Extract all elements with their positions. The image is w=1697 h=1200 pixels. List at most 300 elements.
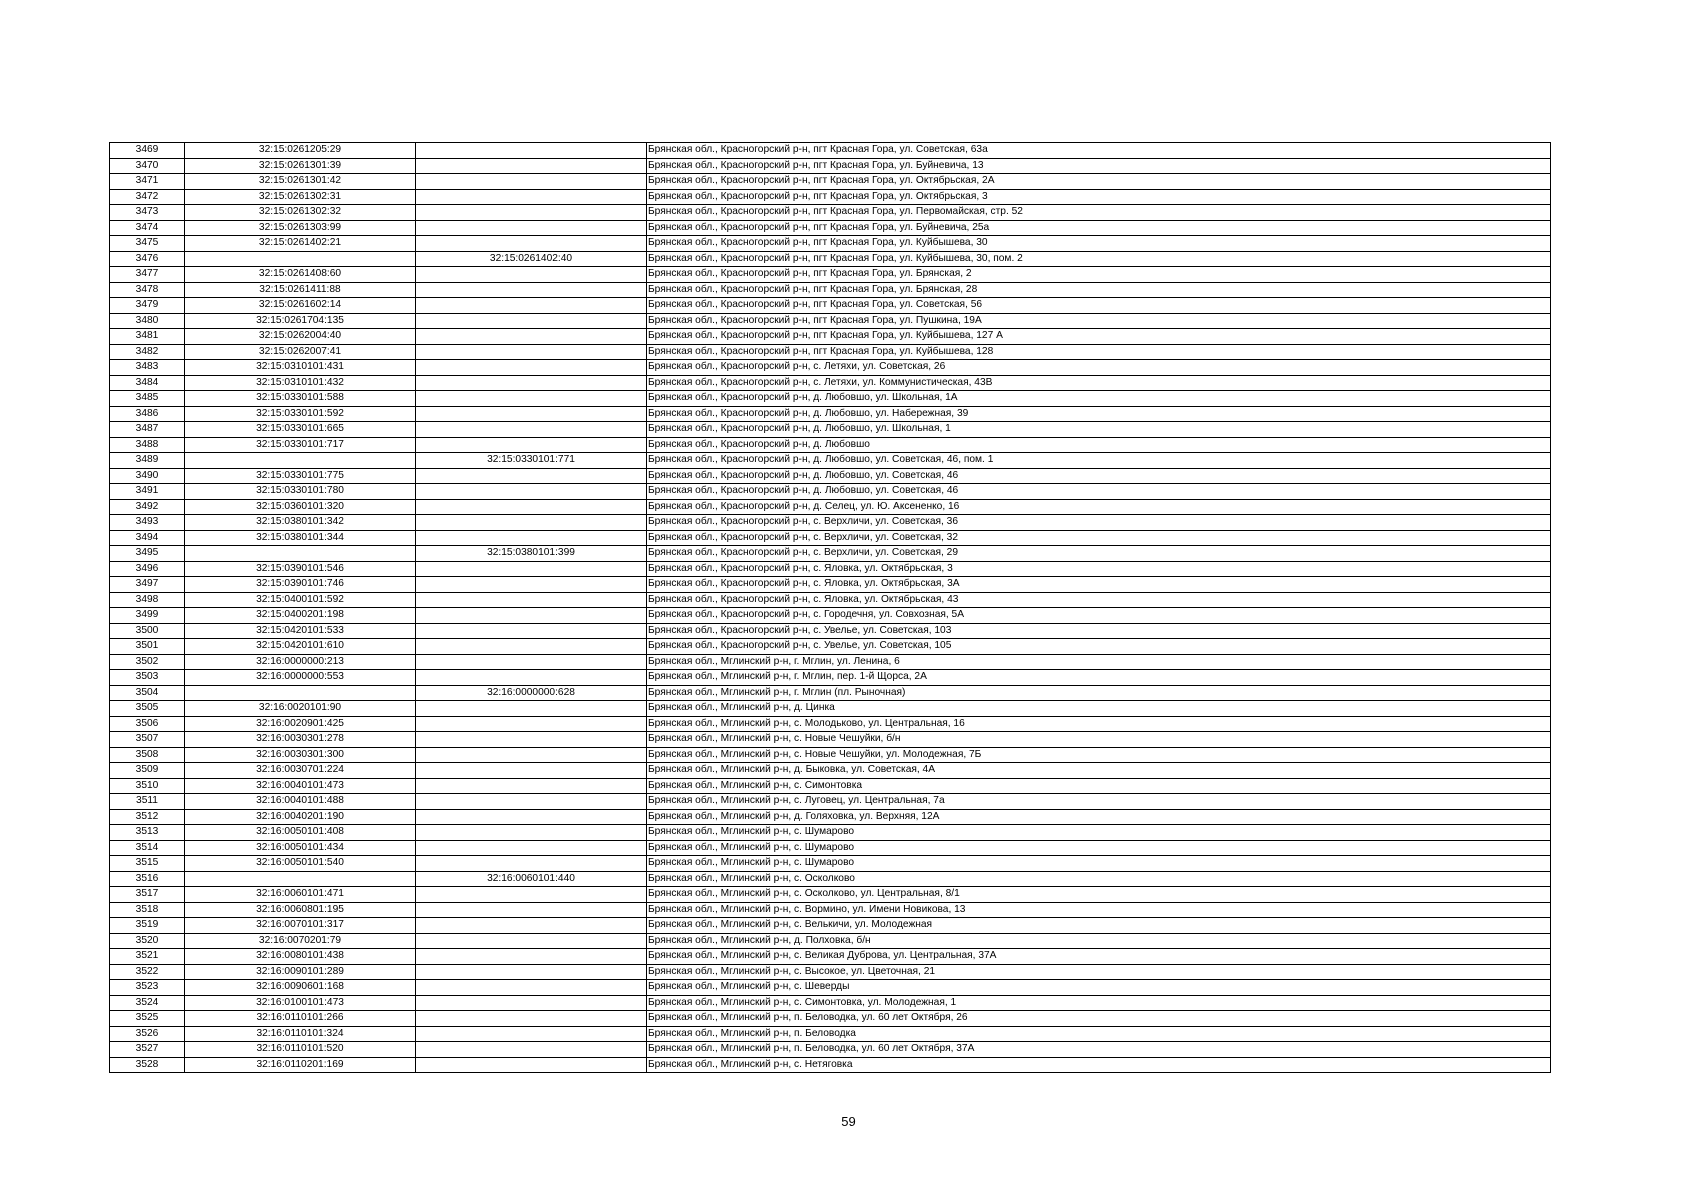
address-cell: Брянская обл., Красногорский р-н, пгт Красная Гора, ул. Советская, 63а — [647, 143, 1551, 159]
address-cell: Брянская обл., Красногорский р-н, с. Яловка, ул. Октябрьская, 3А — [647, 577, 1551, 593]
address-cell: Брянская обл., Красногорский р-н, пгт Красная Гора, ул. Октябрьская, 2А — [647, 174, 1551, 190]
table-row — [110, 747, 1551, 763]
address-cell: Брянская обл., Мглинский р-н, п. Беловодка — [647, 1026, 1551, 1042]
row-number-cell: 3478 — [110, 282, 185, 298]
table-row — [110, 267, 1551, 283]
address-cell: Брянская обл., Красногорский р-н, с. Яловка, ул. Октябрьская, 43 — [647, 592, 1551, 608]
premise-cadastral-number-cell — [416, 980, 647, 996]
row-number-cell: 3526 — [110, 1026, 185, 1042]
premise-cadastral-number-cell — [416, 763, 647, 779]
row-number-cell: 3471 — [110, 174, 185, 190]
cadastral-number-cell: 32:15:0330101:592 — [185, 406, 416, 422]
cadastral-number-cell: 32:15:0400101:592 — [185, 592, 416, 608]
cadastral-number-cell: 32:15:0330101:588 — [185, 391, 416, 407]
row-number-cell: 3493 — [110, 515, 185, 531]
table-row — [110, 437, 1551, 453]
table-row — [110, 778, 1551, 794]
cadastral-number-cell: 32:15:0261301:42 — [185, 174, 416, 190]
address-cell: Брянская обл., Красногорский р-н, пгт Красная Гора, ул. Куйбышева, 128 — [647, 344, 1551, 360]
row-number-cell: 3490 — [110, 468, 185, 484]
premise-cadastral-number-cell — [416, 887, 647, 903]
address-cell: Брянская обл., Мглинский р-н, п. Беловодка, ул. 60 лет Октября, 37А — [647, 1042, 1551, 1058]
cadastral-number-cell: 32:16:0070201:79 — [185, 933, 416, 949]
cadastral-number-cell: 32:15:0380101:342 — [185, 515, 416, 531]
table-row — [110, 391, 1551, 407]
address-cell: Брянская обл., Мглинский р-н, с. Высокое, ул. Цветочная, 21 — [647, 964, 1551, 980]
cadastral-number-cell: 32:15:0261302:31 — [185, 189, 416, 205]
cadastral-number-cell: 32:15:0261704:135 — [185, 313, 416, 329]
table-row — [110, 1057, 1551, 1073]
address-cell: Брянская обл., Мглинский р-н, г. Мглин, пер. 1-й Щорса, 2А — [647, 670, 1551, 686]
row-number-cell: 3495 — [110, 546, 185, 562]
row-number-cell: 3524 — [110, 995, 185, 1011]
cadastral-number-cell: 32:15:0330101:717 — [185, 437, 416, 453]
table-row — [110, 329, 1551, 345]
table-row — [110, 670, 1551, 686]
premise-cadastral-number-cell: 32:15:0330101:771 — [416, 453, 647, 469]
row-number-cell: 3507 — [110, 732, 185, 748]
premise-cadastral-number-cell — [416, 205, 647, 221]
premise-cadastral-number-cell — [416, 716, 647, 732]
address-cell: Брянская обл., Красногорский р-н, с. Городечня, ул. Совхозная, 5А — [647, 608, 1551, 624]
cadastral-number-cell: 32:16:0000000:213 — [185, 654, 416, 670]
cadastral-number-cell: 32:15:0262007:41 — [185, 344, 416, 360]
row-number-cell: 3481 — [110, 329, 185, 345]
table-row — [110, 1026, 1551, 1042]
address-cell: Брянская обл., Мглинский р-н, с. Новые Чешуйки, ул. Молодежная, 7Б — [647, 747, 1551, 763]
row-number-cell: 3517 — [110, 887, 185, 903]
cadastral-number-cell: 32:15:0261205:29 — [185, 143, 416, 159]
table-row — [110, 623, 1551, 639]
row-number-cell: 3519 — [110, 918, 185, 934]
table-row — [110, 251, 1551, 267]
premise-cadastral-number-cell — [416, 670, 647, 686]
premise-cadastral-number-cell — [416, 375, 647, 391]
premise-cadastral-number-cell: 32:15:0261402:40 — [416, 251, 647, 267]
row-number-cell: 3499 — [110, 608, 185, 624]
row-number-cell: 3506 — [110, 716, 185, 732]
row-number-cell: 3475 — [110, 236, 185, 252]
address-cell: Брянская обл., Мглинский р-н, д. Быковка, ул. Советская, 4А — [647, 763, 1551, 779]
address-cell: Брянская обл., Мглинский р-н, с. Шумарово — [647, 825, 1551, 841]
cadastral-number-cell: 32:16:0090601:168 — [185, 980, 416, 996]
row-number-cell: 3522 — [110, 964, 185, 980]
row-number-cell: 3498 — [110, 592, 185, 608]
row-number-cell: 3504 — [110, 685, 185, 701]
table-row — [110, 422, 1551, 438]
cadastral-number-cell: 32:15:0261602:14 — [185, 298, 416, 314]
row-number-cell: 3470 — [110, 158, 185, 174]
cadastral-number-cell: 32:16:0030301:300 — [185, 747, 416, 763]
premise-cadastral-number-cell — [416, 468, 647, 484]
cadastral-number-cell: 32:15:0390101:746 — [185, 577, 416, 593]
premise-cadastral-number-cell — [416, 949, 647, 965]
address-cell: Брянская обл., Красногорский р-н, пгт Красная Гора, ул. Советская, 56 — [647, 298, 1551, 314]
address-cell: Брянская обл., Мглинский р-н, с. Луговец, ул. Центральная, 7а — [647, 794, 1551, 810]
table-row — [110, 174, 1551, 190]
premise-cadastral-number-cell — [416, 189, 647, 205]
row-number-cell: 3491 — [110, 484, 185, 500]
cadastral-number-cell: 32:16:0030301:278 — [185, 732, 416, 748]
premise-cadastral-number-cell — [416, 608, 647, 624]
row-number-cell: 3480 — [110, 313, 185, 329]
premise-cadastral-number-cell — [416, 856, 647, 872]
cadastral-number-cell: 32:15:0261408:60 — [185, 267, 416, 283]
row-number-cell: 3501 — [110, 639, 185, 655]
address-cell: Брянская обл., Мглинский р-н, с. Молодьково, ул. Центральная, 16 — [647, 716, 1551, 732]
cadastral-number-cell: 32:16:0050101:434 — [185, 840, 416, 856]
cadastral-number-cell: 32:16:0080101:438 — [185, 949, 416, 965]
table-row — [110, 577, 1551, 593]
table-row — [110, 980, 1551, 996]
premise-cadastral-number-cell — [416, 794, 647, 810]
table-row — [110, 298, 1551, 314]
row-number-cell: 3469 — [110, 143, 185, 159]
table-row — [110, 282, 1551, 298]
row-number-cell: 3483 — [110, 360, 185, 376]
row-number-cell: 3476 — [110, 251, 185, 267]
premise-cadastral-number-cell — [416, 561, 647, 577]
row-number-cell: 3492 — [110, 499, 185, 515]
table-row — [110, 468, 1551, 484]
cadastral-number-cell: 32:16:0060801:195 — [185, 902, 416, 918]
premise-cadastral-number-cell — [416, 1011, 647, 1027]
premise-cadastral-number-cell — [416, 391, 647, 407]
table-row — [110, 685, 1551, 701]
address-cell: Брянская обл., Мглинский р-н, с. Симонтовка, ул. Молодежная, 1 — [647, 995, 1551, 1011]
row-number-cell: 3494 — [110, 530, 185, 546]
row-number-cell: 3528 — [110, 1057, 185, 1073]
address-cell: Брянская обл., Мглинский р-н, с. Симонтовка — [647, 778, 1551, 794]
address-cell: Брянская обл., Красногорский р-н, с. Верхличи, ул. Советская, 32 — [647, 530, 1551, 546]
address-cell: Брянская обл., Красногорский р-н, д. Любовшо, ул. Школьная, 1А — [647, 391, 1551, 407]
address-cell: Брянская обл., Мглинский р-н, с. Новые Чешуйки, б/н — [647, 732, 1551, 748]
row-number-cell: 3521 — [110, 949, 185, 965]
address-cell: Брянская обл., Красногорский р-н, пгт Красная Гора, ул. Буйневича, 13 — [647, 158, 1551, 174]
premise-cadastral-number-cell — [416, 530, 647, 546]
address-cell: Брянская обл., Красногорский р-н, д. Любовшо, ул. Советская, 46 — [647, 468, 1551, 484]
row-number-cell: 3512 — [110, 809, 185, 825]
row-number-cell: 3484 — [110, 375, 185, 391]
row-number-cell: 3487 — [110, 422, 185, 438]
address-cell: Брянская обл., Красногорский р-н, с. Верхличи, ул. Советская, 29 — [647, 546, 1551, 562]
cadastral-number-cell — [185, 546, 416, 562]
premise-cadastral-number-cell — [416, 313, 647, 329]
table-row — [110, 964, 1551, 980]
table-row — [110, 453, 1551, 469]
cadastral-number-cell: 32:16:0110101:324 — [185, 1026, 416, 1042]
premise-cadastral-number-cell — [416, 918, 647, 934]
cadastral-number-cell: 32:15:0261402:21 — [185, 236, 416, 252]
table-row — [110, 639, 1551, 655]
premise-cadastral-number-cell — [416, 577, 647, 593]
premise-cadastral-number-cell — [416, 344, 647, 360]
cadastral-number-cell: 32:16:0050101:540 — [185, 856, 416, 872]
premise-cadastral-number-cell — [416, 1042, 647, 1058]
table-row — [110, 220, 1551, 236]
premise-cadastral-number-cell — [416, 437, 647, 453]
address-cell: Брянская обл., Красногорский р-н, с. Летяхи, ул. Коммунистическая, 43В — [647, 375, 1551, 391]
row-number-cell: 3515 — [110, 856, 185, 872]
cadastral-number-cell: 32:16:0070101:317 — [185, 918, 416, 934]
premise-cadastral-number-cell — [416, 329, 647, 345]
row-number-cell: 3505 — [110, 701, 185, 717]
cadastral-number-cell: 32:15:0420101:533 — [185, 623, 416, 639]
address-cell: Брянская обл., Мглинский р-н, с. Великая Дуброва, ул. Центральная, 37А — [647, 949, 1551, 965]
cadastral-number-cell: 32:15:0420101:610 — [185, 639, 416, 655]
cadastral-number-cell: 32:15:0330101:665 — [185, 422, 416, 438]
table-row — [110, 1042, 1551, 1058]
cadastral-number-cell: 32:16:0040101:473 — [185, 778, 416, 794]
table-row — [110, 887, 1551, 903]
row-number-cell: 3477 — [110, 267, 185, 283]
cadastral-number-cell: 32:15:0262004:40 — [185, 329, 416, 345]
row-number-cell: 3520 — [110, 933, 185, 949]
table-row — [110, 856, 1551, 872]
premise-cadastral-number-cell — [416, 515, 647, 531]
address-cell: Брянская обл., Красногорский р-н, с. Верхличи, ул. Советская, 36 — [647, 515, 1551, 531]
address-cell: Брянская обл., Мглинский р-н, д. Цинка — [647, 701, 1551, 717]
table-row — [110, 313, 1551, 329]
address-cell: Брянская обл., Мглинский р-н, с. Нетяговка — [647, 1057, 1551, 1073]
cadastral-number-cell: 32:16:0090101:289 — [185, 964, 416, 980]
cadastral-number-cell: 32:16:0040101:488 — [185, 794, 416, 810]
row-number-cell: 3485 — [110, 391, 185, 407]
table-row — [110, 344, 1551, 360]
cadastral-number-cell — [185, 453, 416, 469]
premise-cadastral-number-cell — [416, 964, 647, 980]
cadastral-number-cell: 32:15:0261301:39 — [185, 158, 416, 174]
table-row — [110, 189, 1551, 205]
row-number-cell: 3488 — [110, 437, 185, 453]
row-number-cell: 3472 — [110, 189, 185, 205]
cadastral-number-cell: 32:16:0040201:190 — [185, 809, 416, 825]
table-row — [110, 143, 1551, 159]
row-number-cell: 3479 — [110, 298, 185, 314]
premise-cadastral-number-cell — [416, 747, 647, 763]
table-row — [110, 716, 1551, 732]
row-number-cell: 3508 — [110, 747, 185, 763]
cadastral-number-cell: 32:15:0360101:320 — [185, 499, 416, 515]
cadastral-number-cell: 32:15:0390101:546 — [185, 561, 416, 577]
row-number-cell: 3511 — [110, 794, 185, 810]
cadastral-number-cell: 32:15:0400201:198 — [185, 608, 416, 624]
premise-cadastral-number-cell — [416, 809, 647, 825]
cadastral-number-cell: 32:16:0100101:473 — [185, 995, 416, 1011]
table-row — [110, 902, 1551, 918]
row-number-cell: 3525 — [110, 1011, 185, 1027]
cadastral-number-cell: 32:15:0261302:32 — [185, 205, 416, 221]
cadastral-number-cell: 32:15:0330101:775 — [185, 468, 416, 484]
premise-cadastral-number-cell — [416, 1057, 647, 1073]
table-row — [110, 933, 1551, 949]
table-row — [110, 236, 1551, 252]
premise-cadastral-number-cell: 32:16:0000000:628 — [416, 685, 647, 701]
address-cell: Брянская обл., Красногорский р-н, пгт Красная Гора, ул. Пушкина, 19А — [647, 313, 1551, 329]
table-row — [110, 794, 1551, 810]
row-number-cell: 3473 — [110, 205, 185, 221]
cadastral-number-cell: 32:16:0020101:90 — [185, 701, 416, 717]
row-number-cell: 3497 — [110, 577, 185, 593]
premise-cadastral-number-cell — [416, 174, 647, 190]
premise-cadastral-number-cell — [416, 406, 647, 422]
cadastral-number-cell: 32:16:0110101:266 — [185, 1011, 416, 1027]
premise-cadastral-number-cell — [416, 902, 647, 918]
address-cell: Брянская обл., Красногорский р-н, пгт Красная Гора, ул. Куйбышева, 127 А — [647, 329, 1551, 345]
premise-cadastral-number-cell — [416, 592, 647, 608]
premise-cadastral-number-cell — [416, 236, 647, 252]
premise-cadastral-number-cell — [416, 422, 647, 438]
address-cell: Брянская обл., Красногорский р-н, пгт Красная Гора, ул. Первомайская, стр. 52 — [647, 205, 1551, 221]
table-row — [110, 158, 1551, 174]
premise-cadastral-number-cell — [416, 639, 647, 655]
address-cell: Брянская обл., Красногорский р-н, д. Любовшо, ул. Советская, 46 — [647, 484, 1551, 500]
cadastral-number-cell: 32:15:0261303:99 — [185, 220, 416, 236]
cadastral-number-cell — [185, 251, 416, 267]
table-row — [110, 918, 1551, 934]
cadastral-number-cell: 32:15:0380101:344 — [185, 530, 416, 546]
address-cell: Брянская обл., Красногорский р-н, пгт Красная Гора, ул. Куйбышева, 30 — [647, 236, 1551, 252]
address-cell: Брянская обл., Красногорский р-н, д. Любовшо, ул. Школьная, 1 — [647, 422, 1551, 438]
premise-cadastral-number-cell — [416, 158, 647, 174]
table-row — [110, 360, 1551, 376]
row-number-cell: 3518 — [110, 902, 185, 918]
premise-cadastral-number-cell: 32:16:0060101:440 — [416, 871, 647, 887]
cadastral-number-cell: 32:16:0110201:169 — [185, 1057, 416, 1073]
row-number-cell: 3513 — [110, 825, 185, 841]
table-row — [110, 608, 1551, 624]
premise-cadastral-number-cell — [416, 778, 647, 794]
table-row — [110, 763, 1551, 779]
table-row — [110, 809, 1551, 825]
address-cell: Брянская обл., Красногорский р-н, пгт Красная Гора, ул. Буйневича, 25а — [647, 220, 1551, 236]
address-cell: Брянская обл., Красногорский р-н, д. Любовшо, ул. Набережная, 39 — [647, 406, 1551, 422]
table-row — [110, 732, 1551, 748]
address-cell: Брянская обл., Мглинский р-н, с. Осколково — [647, 871, 1551, 887]
premise-cadastral-number-cell — [416, 143, 647, 159]
address-cell: Брянская обл., Красногорский р-н, с. Летяхи, ул. Советская, 26 — [647, 360, 1551, 376]
address-cell: Брянская обл., Красногорский р-н, с. Увелье, ул. Советская, 103 — [647, 623, 1551, 639]
table-row — [110, 1011, 1551, 1027]
address-cell: Брянская обл., Красногорский р-н, д. Любовшо, ул. Советская, 46, пом. 1 — [647, 453, 1551, 469]
row-number-cell: 3503 — [110, 670, 185, 686]
premise-cadastral-number-cell — [416, 267, 647, 283]
cadastral-number-cell: 32:15:0310101:432 — [185, 375, 416, 391]
table-row — [110, 546, 1551, 562]
cadastral-number-cell: 32:16:0030701:224 — [185, 763, 416, 779]
row-number-cell: 3486 — [110, 406, 185, 422]
table-row — [110, 561, 1551, 577]
table-row — [110, 205, 1551, 221]
address-cell: Брянская обл., Красногорский р-н, д. Селец, ул. Ю. Аксененко, 16 — [647, 499, 1551, 515]
table-row — [110, 484, 1551, 500]
table-row — [110, 654, 1551, 670]
property-table — [109, 142, 1551, 1073]
address-cell: Брянская обл., Мглинский р-н, с. Шумарово — [647, 856, 1551, 872]
row-number-cell: 3514 — [110, 840, 185, 856]
address-cell: Брянская обл., Красногорский р-н, д. Любовшо — [647, 437, 1551, 453]
row-number-cell: 3516 — [110, 871, 185, 887]
table-row — [110, 499, 1551, 515]
table-row — [110, 871, 1551, 887]
address-cell: Брянская обл., Красногорский р-н, пгт Красная Гора, ул. Брянская, 28 — [647, 282, 1551, 298]
cadastral-number-cell: 32:15:0261411:88 — [185, 282, 416, 298]
premise-cadastral-number-cell — [416, 701, 647, 717]
table-row — [110, 592, 1551, 608]
cadastral-number-cell — [185, 871, 416, 887]
address-cell: Брянская обл., Мглинский р-н, д. Полховка, б/н — [647, 933, 1551, 949]
row-number-cell: 3500 — [110, 623, 185, 639]
premise-cadastral-number-cell — [416, 654, 647, 670]
cadastral-number-cell: 32:16:0060101:471 — [185, 887, 416, 903]
table-row — [110, 701, 1551, 717]
premise-cadastral-number-cell — [416, 933, 647, 949]
row-number-cell: 3474 — [110, 220, 185, 236]
page-number: 59 — [841, 1114, 856, 1129]
row-number-cell: 3527 — [110, 1042, 185, 1058]
premise-cadastral-number-cell — [416, 499, 647, 515]
premise-cadastral-number-cell — [416, 360, 647, 376]
row-number-cell: 3523 — [110, 980, 185, 996]
address-cell: Брянская обл., Красногорский р-н, пгт Красная Гора, ул. Октябрьская, 3 — [647, 189, 1551, 205]
table-row — [110, 840, 1551, 856]
table-row — [110, 825, 1551, 841]
cadastral-number-cell: 32:16:0110101:520 — [185, 1042, 416, 1058]
address-cell: Брянская обл., Красногорский р-н, пгт Красная Гора, ул. Куйбышева, 30, пом. 2 — [647, 251, 1551, 267]
address-cell: Брянская обл., Мглинский р-н, с. Осколково, ул. Центральная, 8/1 — [647, 887, 1551, 903]
address-cell: Брянская обл., Мглинский р-н, г. Мглин, ул. Ленина, 6 — [647, 654, 1551, 670]
premise-cadastral-number-cell — [416, 220, 647, 236]
premise-cadastral-number-cell: 32:15:0380101:399 — [416, 546, 647, 562]
address-cell: Брянская обл., Мглинский р-н, с. Шумарово — [647, 840, 1551, 856]
address-cell: Брянская обл., Мглинский р-н, с. Вормино, ул. Имени Новикова, 13 — [647, 902, 1551, 918]
table-row — [110, 949, 1551, 965]
table-row — [110, 995, 1551, 1011]
premise-cadastral-number-cell — [416, 732, 647, 748]
cadastral-number-cell: 32:16:0000000:553 — [185, 670, 416, 686]
row-number-cell: 3502 — [110, 654, 185, 670]
address-cell: Брянская обл., Мглинский р-н, п. Беловодка, ул. 60 лет Октября, 26 — [647, 1011, 1551, 1027]
address-cell: Брянская обл., Красногорский р-н, с. Яловка, ул. Октябрьская, 3 — [647, 561, 1551, 577]
cadastral-number-cell: 32:15:0310101:431 — [185, 360, 416, 376]
premise-cadastral-number-cell — [416, 825, 647, 841]
address-cell: Брянская обл., Красногорский р-н, пгт Красная Гора, ул. Брянская, 2 — [647, 267, 1551, 283]
row-number-cell: 3489 — [110, 453, 185, 469]
cadastral-number-cell: 32:16:0020901:425 — [185, 716, 416, 732]
row-number-cell: 3509 — [110, 763, 185, 779]
row-number-cell: 3482 — [110, 344, 185, 360]
premise-cadastral-number-cell — [416, 298, 647, 314]
premise-cadastral-number-cell — [416, 840, 647, 856]
address-cell: Брянская обл., Мглинский р-н, г. Мглин (пл. Рыночная) — [647, 685, 1551, 701]
address-cell: Брянская обл., Мглинский р-н, с. Шеверды — [647, 980, 1551, 996]
premise-cadastral-number-cell — [416, 995, 647, 1011]
row-number-cell: 3510 — [110, 778, 185, 794]
cadastral-number-cell: 32:16:0050101:408 — [185, 825, 416, 841]
address-cell: Брянская обл., Мглинский р-н, с. Велькичи, ул. Молодежная — [647, 918, 1551, 934]
address-cell: Брянская обл., Мглинский р-н, д. Голяховка, ул. Верхняя, 12А — [647, 809, 1551, 825]
row-number-cell: 3496 — [110, 561, 185, 577]
table-row — [110, 530, 1551, 546]
table-row — [110, 406, 1551, 422]
table-row — [110, 515, 1551, 531]
table-body — [110, 143, 1551, 1073]
address-cell: Брянская обл., Красногорский р-н, с. Увелье, ул. Советская, 105 — [647, 639, 1551, 655]
cadastral-number-cell — [185, 685, 416, 701]
premise-cadastral-number-cell — [416, 484, 647, 500]
premise-cadastral-number-cell — [416, 623, 647, 639]
cadastral-number-cell: 32:15:0330101:780 — [185, 484, 416, 500]
